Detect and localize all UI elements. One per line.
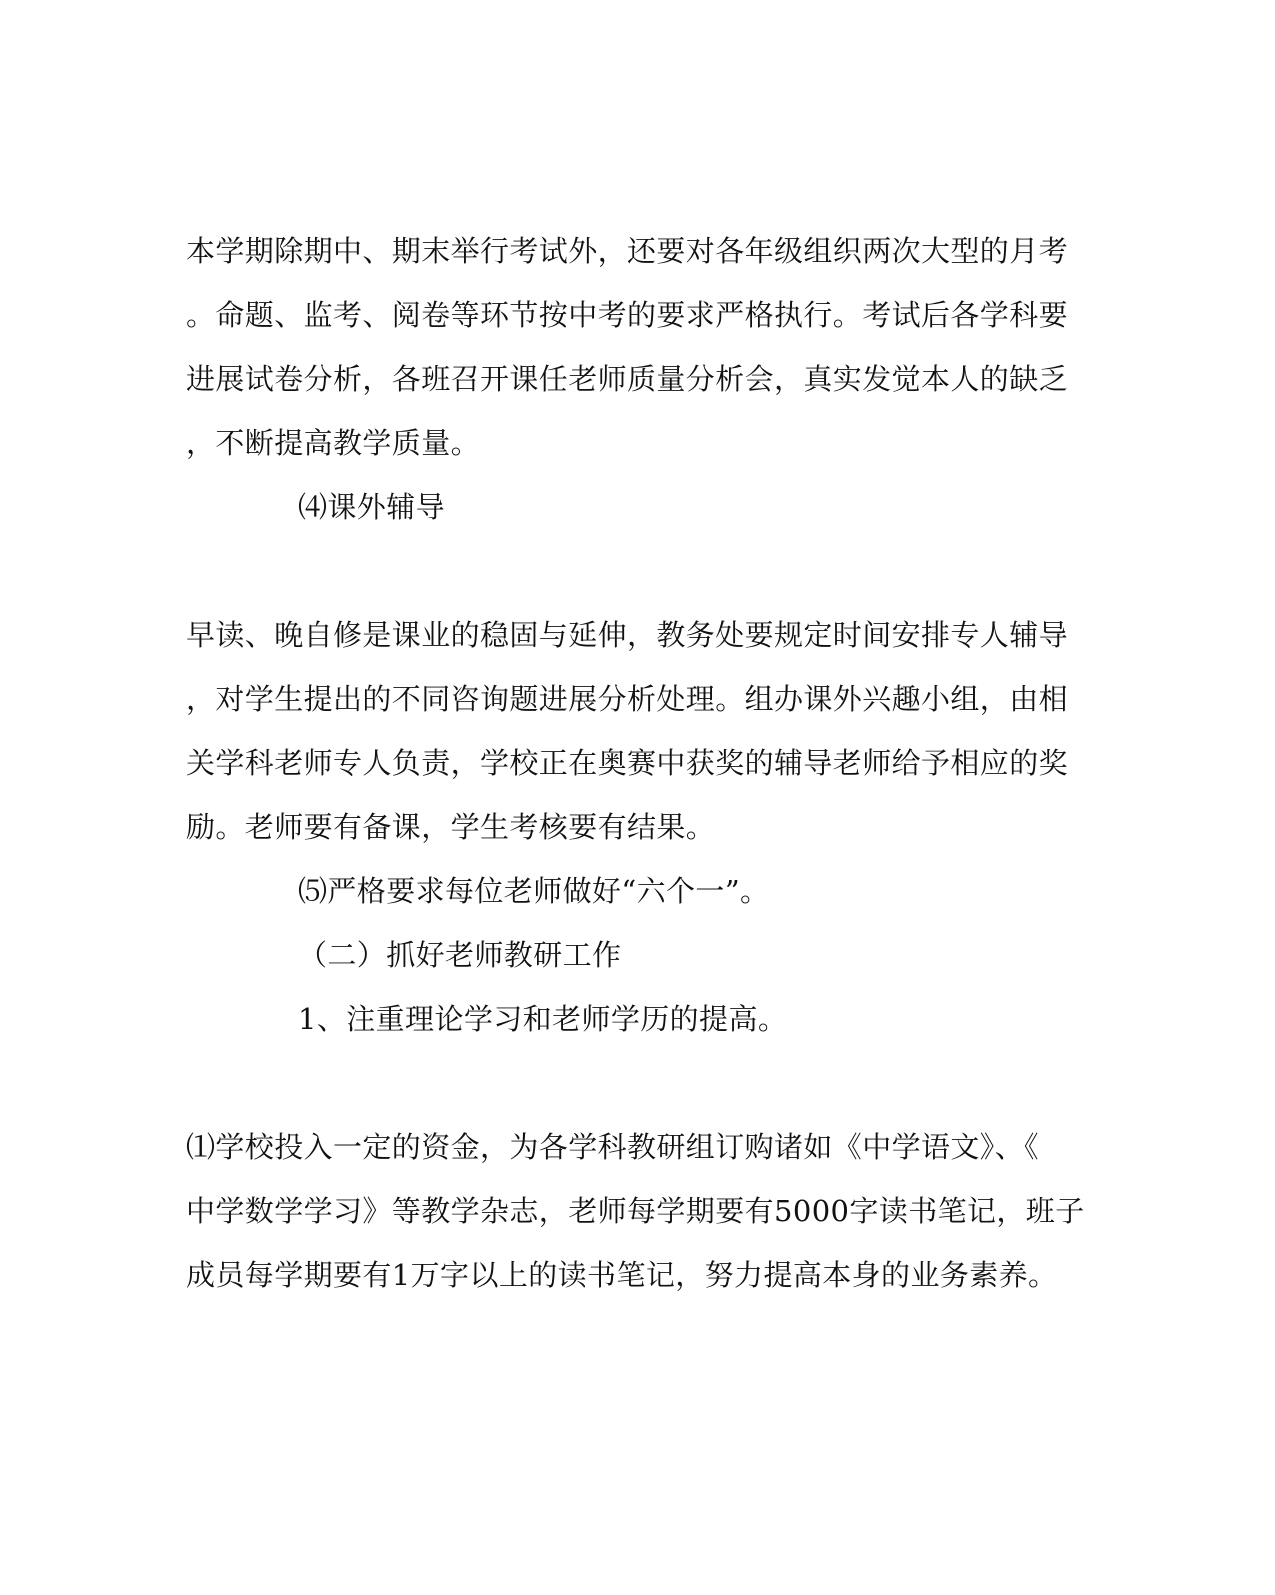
paragraph-line: 关学科老师专人负责，学校正在奥赛中获奖的辅导老师给予相应的奖 xyxy=(186,746,1069,780)
paragraph-line: ，不断提高教学质量。 xyxy=(186,426,481,460)
paragraph-line: 进展试卷分析，各班召开课任老师质量分析会，真实发觉本人的缺乏 xyxy=(186,362,1069,396)
paragraph-line: 本学期除期中、期末举行考试外，还要对各年级组织两次大型的月考 xyxy=(186,234,1069,268)
paragraph-line: ⑴学校投入一定的资金，为各学科教研组订购诸如《中学语文》、《 xyxy=(186,1130,1040,1164)
paragraph-line: 。命题、监考、阅卷等环节按中考的要求严格执行。考试后各学科要 xyxy=(186,298,1069,332)
section-heading: ⑸严格要求每位老师做好“六个一”。 xyxy=(298,874,770,908)
section-heading: 1、注重理论学习和老师学历的提高。 xyxy=(298,1002,788,1036)
paragraph-line: ，对学生提出的不同咨询题进展分析处理。组办课外兴趣小组，由相 xyxy=(186,682,1069,716)
paragraph-line: 成员每学期要有1万字以上的读书笔记，努力提高本身的业务素养。 xyxy=(186,1258,1058,1292)
paragraph-line: 早读、晚自修是课业的稳固与延伸，教务处要规定时间安排专人辅导 xyxy=(186,618,1069,652)
section-heading: ⑷课外辅导 xyxy=(298,490,446,524)
section-heading: （二）抓好老师教研工作 xyxy=(298,938,622,972)
paragraph-line: 励。老师要有备课，学生考核要有结果。 xyxy=(186,810,716,844)
paragraph-line: 中学数学学习》等教学杂志，老师每学期要有5000字读书笔记，班子 xyxy=(186,1194,1085,1228)
